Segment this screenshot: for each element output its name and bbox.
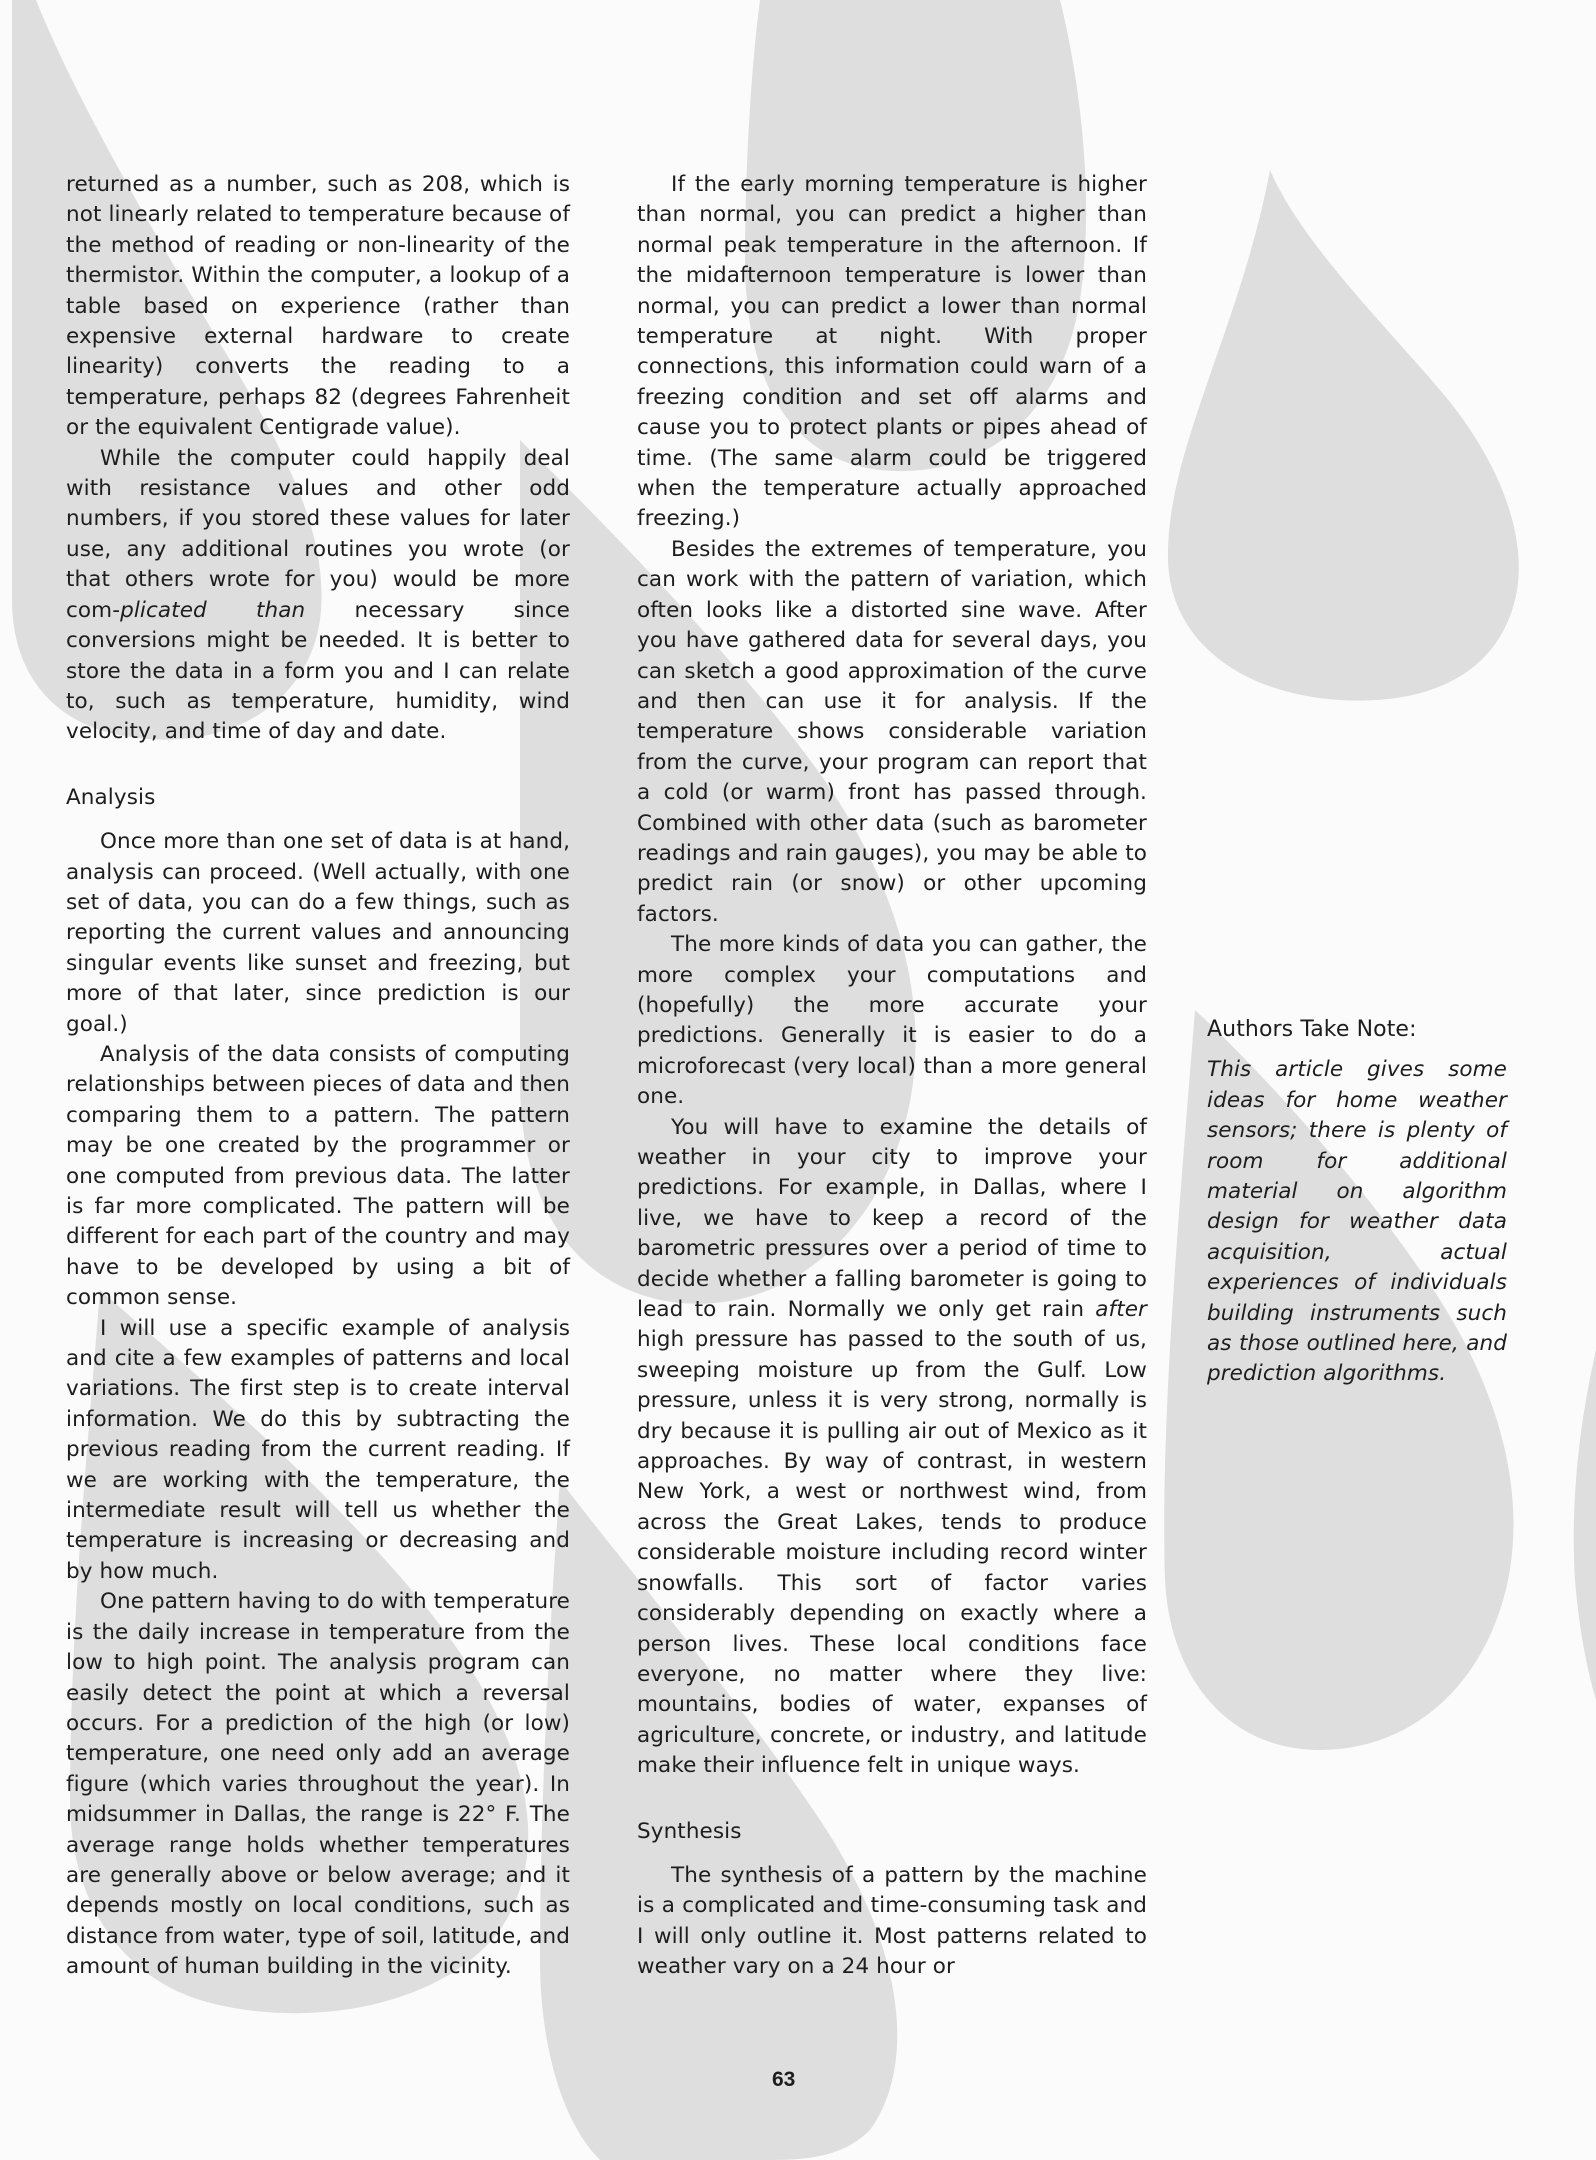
body-paragraph: I will use a specific example of analysis and cite a few examples of patterns and local variations. The first step is to create interval information. We do this by subtracting the previous reading from the current reading. If we are working with the temperature, the intermediate result will tell us whether the temperature is increasing or decreasing and by how much. [66,1315,570,1584]
left-column [66,170,570,1983]
italic-text: after [1095,1297,1147,1323]
body-paragraph: Once more than one set of data is at hand, analysis can proceed. (Well actually, with one set of data, you can do a few things, such as reporting the current values and announcing singular events like sunset and freezing, but more of that later, since prediction is our goal.) [66,829,570,1037]
middle-column [637,170,1147,1983]
page-number: 63 [772,2068,796,2091]
body-paragraph: Analysis of the data consists of computing relationships between pieces of data and then comparing them to a pattern. The pattern may be one created by the programmer or one computed from previous data. The latter is far more complicated. The pattern will be different for each part of the country and may have to be developed by using a bit of common sense. [66,1041,570,1311]
section-heading-analysis: Analysis [66,784,156,810]
raindrop-shape [1574,1350,1596,1700]
paragraph-text: While the computer could happily deal with resistance values and other odd numbers, if you stored these values for later use, any additional routines you wrote (or that others wrote for you) would be more com- [66,445,570,623]
body-paragraph: returned as a number, such as 208, which is not linearly related to temperature because of the method of reading or non-linearity of the thermistor. Within the computer, a lookup of a table based on experience (rather than expensive external hardware to create linearity) converts the reading to a temperature, perhaps 82 (degrees Fahrenheit or the equivalent Centigrade value). [66,172,570,441]
italic-text: plicated than [120,597,306,623]
body-paragraph: The synthesis of a pattern by the machine is a complicated and time-consuming task and I will only outline it. Most patterns related to weather vary on a 24 hour or [637,1862,1147,1980]
raindrop-shape [1168,170,1519,701]
body-paragraph [66,444,570,748]
body-paragraph: The more kinds of data you can gather, the more complex your computations and (hopefully) the more accurate your predictions. Generally it is easier to do a microforecast (very local) than a more general one. [637,932,1147,1110]
body-paragraph [637,1113,1147,1782]
body-paragraph: If the early morning temperature is higher than normal, you can predict a higher than normal peak temperature in the afternoon. If the midafternoon temperature is lower than normal, you can predict a lower than normal temperature at night. With proper connections, this information could warn of a freezing condition and set off alarms and cause you to protect plants or pipes ahead of time. (The same alarm could be triggered when the temperature actually approached freezing.) [637,172,1147,532]
sidebar-heading: Authors Take Note: [1207,1017,1417,1042]
section-heading-synthesis: Synthesis [637,1818,742,1844]
paragraph-text: You will have to examine the details of weather in your city to improve your predictions. For example, in Dallas, where I live, we have to keep a record of the barometric pressures over a period of time to decide whether a falling barometer is going to lead to rain. Normally we only get rain [637,1114,1147,1323]
paragraph-text: necessary since conversions might be needed. It is better to store the data in a form you and I can relate to, such as temperature, humidity, wind velocity, and time of day and date. [66,597,570,745]
body-paragraph: Besides the extremes of temperature, you can work with the pattern of variation, which often looks like a distorted sine wave. After you have gathered data for several days, you can sketch a good approximation of the curve and then can use it for analysis. If the temperature shows considerable variation from the curve, your program can report that a cold (or warm) front has passed through. Combined with other data (such as barometer readings and rain gauges), you may be able to predict rain (or snow) or other upcoming factors. [637,536,1147,927]
sidebar-body: This article gives some ideas for home weather sensors; there is plenty of room for additional material on algorithm design for weather data acquisition, actual experiences of individuals building instruments such as those outlined here, and prediction algorithms. [1207,1057,1507,1387]
authors-note-sidebar [1207,1015,1507,1390]
paragraph-text: high pressure has passed to the south of us, sweeping moisture up from the Gulf. Low pressure, unless it is very strong, normally is dry because it is pulling air out of Mexico as it approaches. By way of contrast, in western New York, a west or northwest wind, from across the Great Lakes, tends to produce considerable moisture including record winter snowfalls. This sort of factor varies considerably depending on exactly where a person lives. These local conditions face everyone, no matter where they live: mountains, bodies of water, expanses of agriculture, concrete, or industry, and latitude make their influence felt in unique ways. [637,1327,1147,1779]
body-paragraph: One pattern having to do with temperature is the daily increase in temperature from the low to high point. The analysis program can easily detect the point at which a reversal occurs. For a prediction of the high (or low) temperature, one need only add an average figure (which varies throughout the year). In midsummer in Dallas, the range is 22° F. The average range holds whether temperatures are generally above or below average; and it depends mostly on local conditions, such as distance from water, type of soil, latitude, and amount of human building in the vicinity. [66,1589,570,1980]
